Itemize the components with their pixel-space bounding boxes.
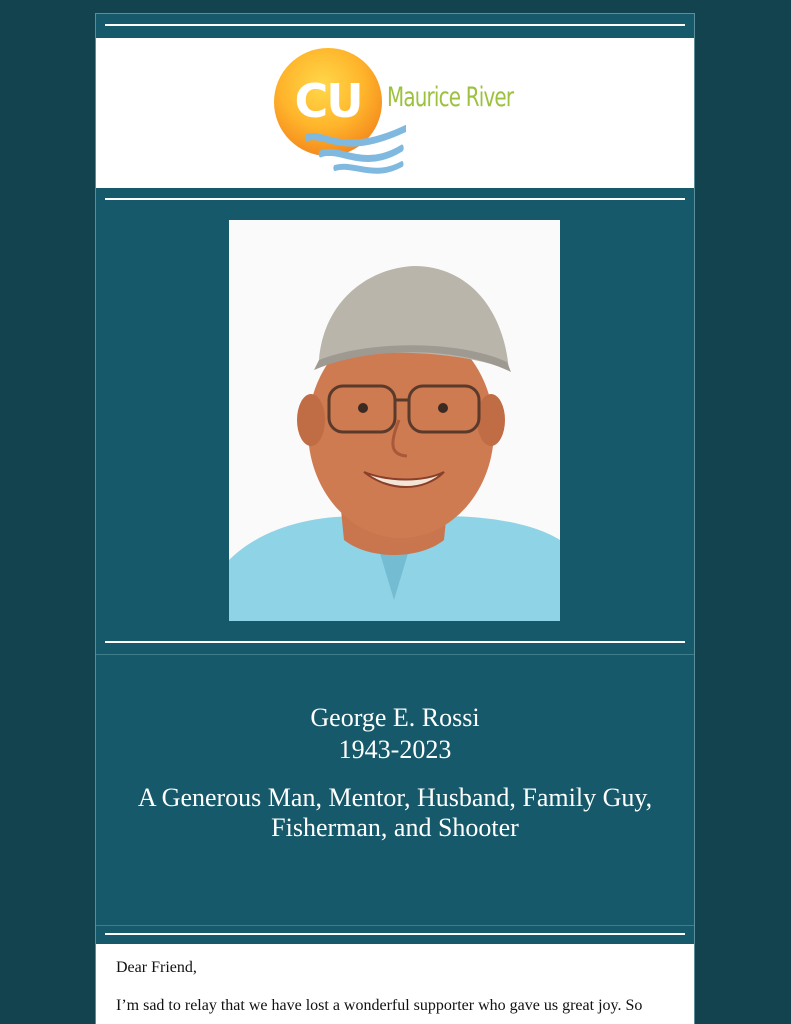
letter-body (96, 944, 694, 1024)
photo-bottom-divider (105, 641, 685, 643)
logo-header (96, 38, 694, 188)
logo-waves-icon (306, 120, 406, 180)
logo-initials: CU (294, 74, 362, 128)
person-portrait-icon (229, 220, 560, 621)
memorial-name: George E. Rossi (310, 703, 480, 732)
memorial-title-block (96, 654, 694, 926)
title-bottom-divider (105, 933, 685, 935)
logo-name: Maurice River (387, 82, 514, 113)
letter-paragraph: I’m sad to relay that we have lost a wonderful supporter who gave us great joy. So (116, 997, 643, 1014)
memorial-years: 1943-2023 (338, 735, 452, 764)
logo-bottom-divider (105, 198, 685, 200)
portrait-photo (229, 220, 560, 621)
letter-greeting: Dear Friend, (116, 959, 197, 976)
newsletter-frame (96, 14, 694, 1024)
top-divider (105, 24, 685, 26)
memorial-tagline: A Generous Man, Mentor, Husband, Family Guy, Fisherman, and Shooter (137, 783, 653, 842)
